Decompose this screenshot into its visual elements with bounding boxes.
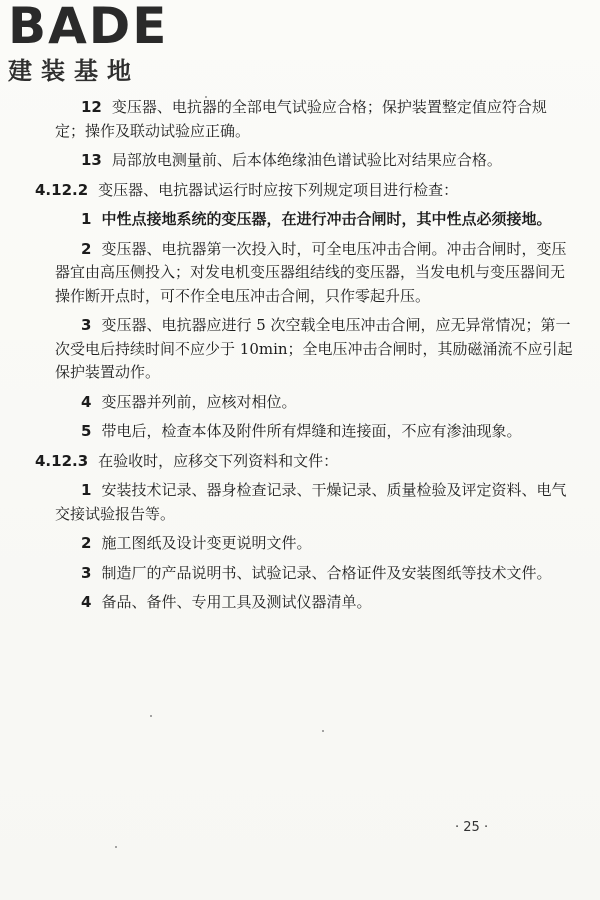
item-text: 制造厂的产品说明书、试验记录、合格证件及安装图纸等技术文件。 [101,563,552,582]
item-number: 12 [81,98,102,116]
list-item [55,479,575,526]
item-number: 3 [81,563,92,582]
list-item [55,532,575,556]
clause-text: 变压器、电抗器试运行时应按下列规定项目进行检查： [98,180,459,199]
item-number: 2 [81,239,92,258]
list-item [55,208,575,232]
brand-logo [8,4,173,84]
item-number: 13 [81,151,102,169]
item-text: 备品、备件、专用工具及测试仪器清单。 [101,593,372,611]
item-text: 带电后，检查本体及附件所有焊缝和连接面，不应有渗油现象。 [101,422,522,440]
list-item [55,420,575,444]
item-text: 安装技术记录、器身检查记录、干燥记录、质量检验及评定资料、电气交接试验报告等。 [55,481,567,523]
item-number: 1 [81,210,92,228]
scan-speck [115,846,117,848]
clause-number: 4.12.3 [35,451,89,470]
item-text: 变压器、电抗器的全部电气试验应合格；保护装置整定值应符合规定；操作及联动试验应正确。 [55,98,547,140]
list-item [55,314,575,385]
item-number: 3 [81,316,92,334]
list-item [55,591,575,615]
item-number: 4 [81,392,92,411]
item-text: 变压器、电抗器应进行 5 次空载全电压冲击合闸，应无异常情况；第一次受电后持续时间不应少于 10min；全电压冲击合闸时，其励磁涌流不应引起保护装置动作。 [55,316,573,381]
item-text: 变压器、电抗器第一次投入时，可全电压冲击合闸。冲击合闸时，变压器宜由高压侧投入；对发电机变压器组结线的变压器，当发电机与变压器间无操作断开点时，可不作全电压冲击合闸，只作零起升压。 [55,239,567,305]
clause-number: 4.12.2 [35,180,89,199]
page-number: · 25 · [455,820,489,835]
item-number: 2 [81,534,92,552]
list-item [55,96,575,143]
item-text: 局部放电测量前、后本体绝缘油色谱试验比对结果应合格。 [111,151,502,169]
item-number: 1 [81,481,92,499]
logo-mark: BADE [8,4,169,50]
logo-subtitle: 建装基地 [8,57,140,85]
item-number: 5 [81,422,92,440]
clause-text: 在验收时，应移交下列资料和文件： [98,451,339,470]
list-item [55,149,575,173]
scan-speck [205,96,207,98]
item-text: 变压器并列前，应核对相位。 [101,392,297,411]
item-text: 施工图纸及设计变更说明文件。 [101,534,312,552]
item-text: 中性点接地系统的变压器，在进行冲击合闸时，其中性点必须接地。 [101,210,552,228]
list-item [55,238,575,309]
list-item [55,562,575,586]
scan-speck [322,730,324,732]
list-item [55,391,575,415]
scan-speck [150,715,152,717]
clause-heading [35,450,575,474]
clause-heading [35,179,575,203]
item-number: 4 [81,593,92,611]
document-body [35,96,575,621]
